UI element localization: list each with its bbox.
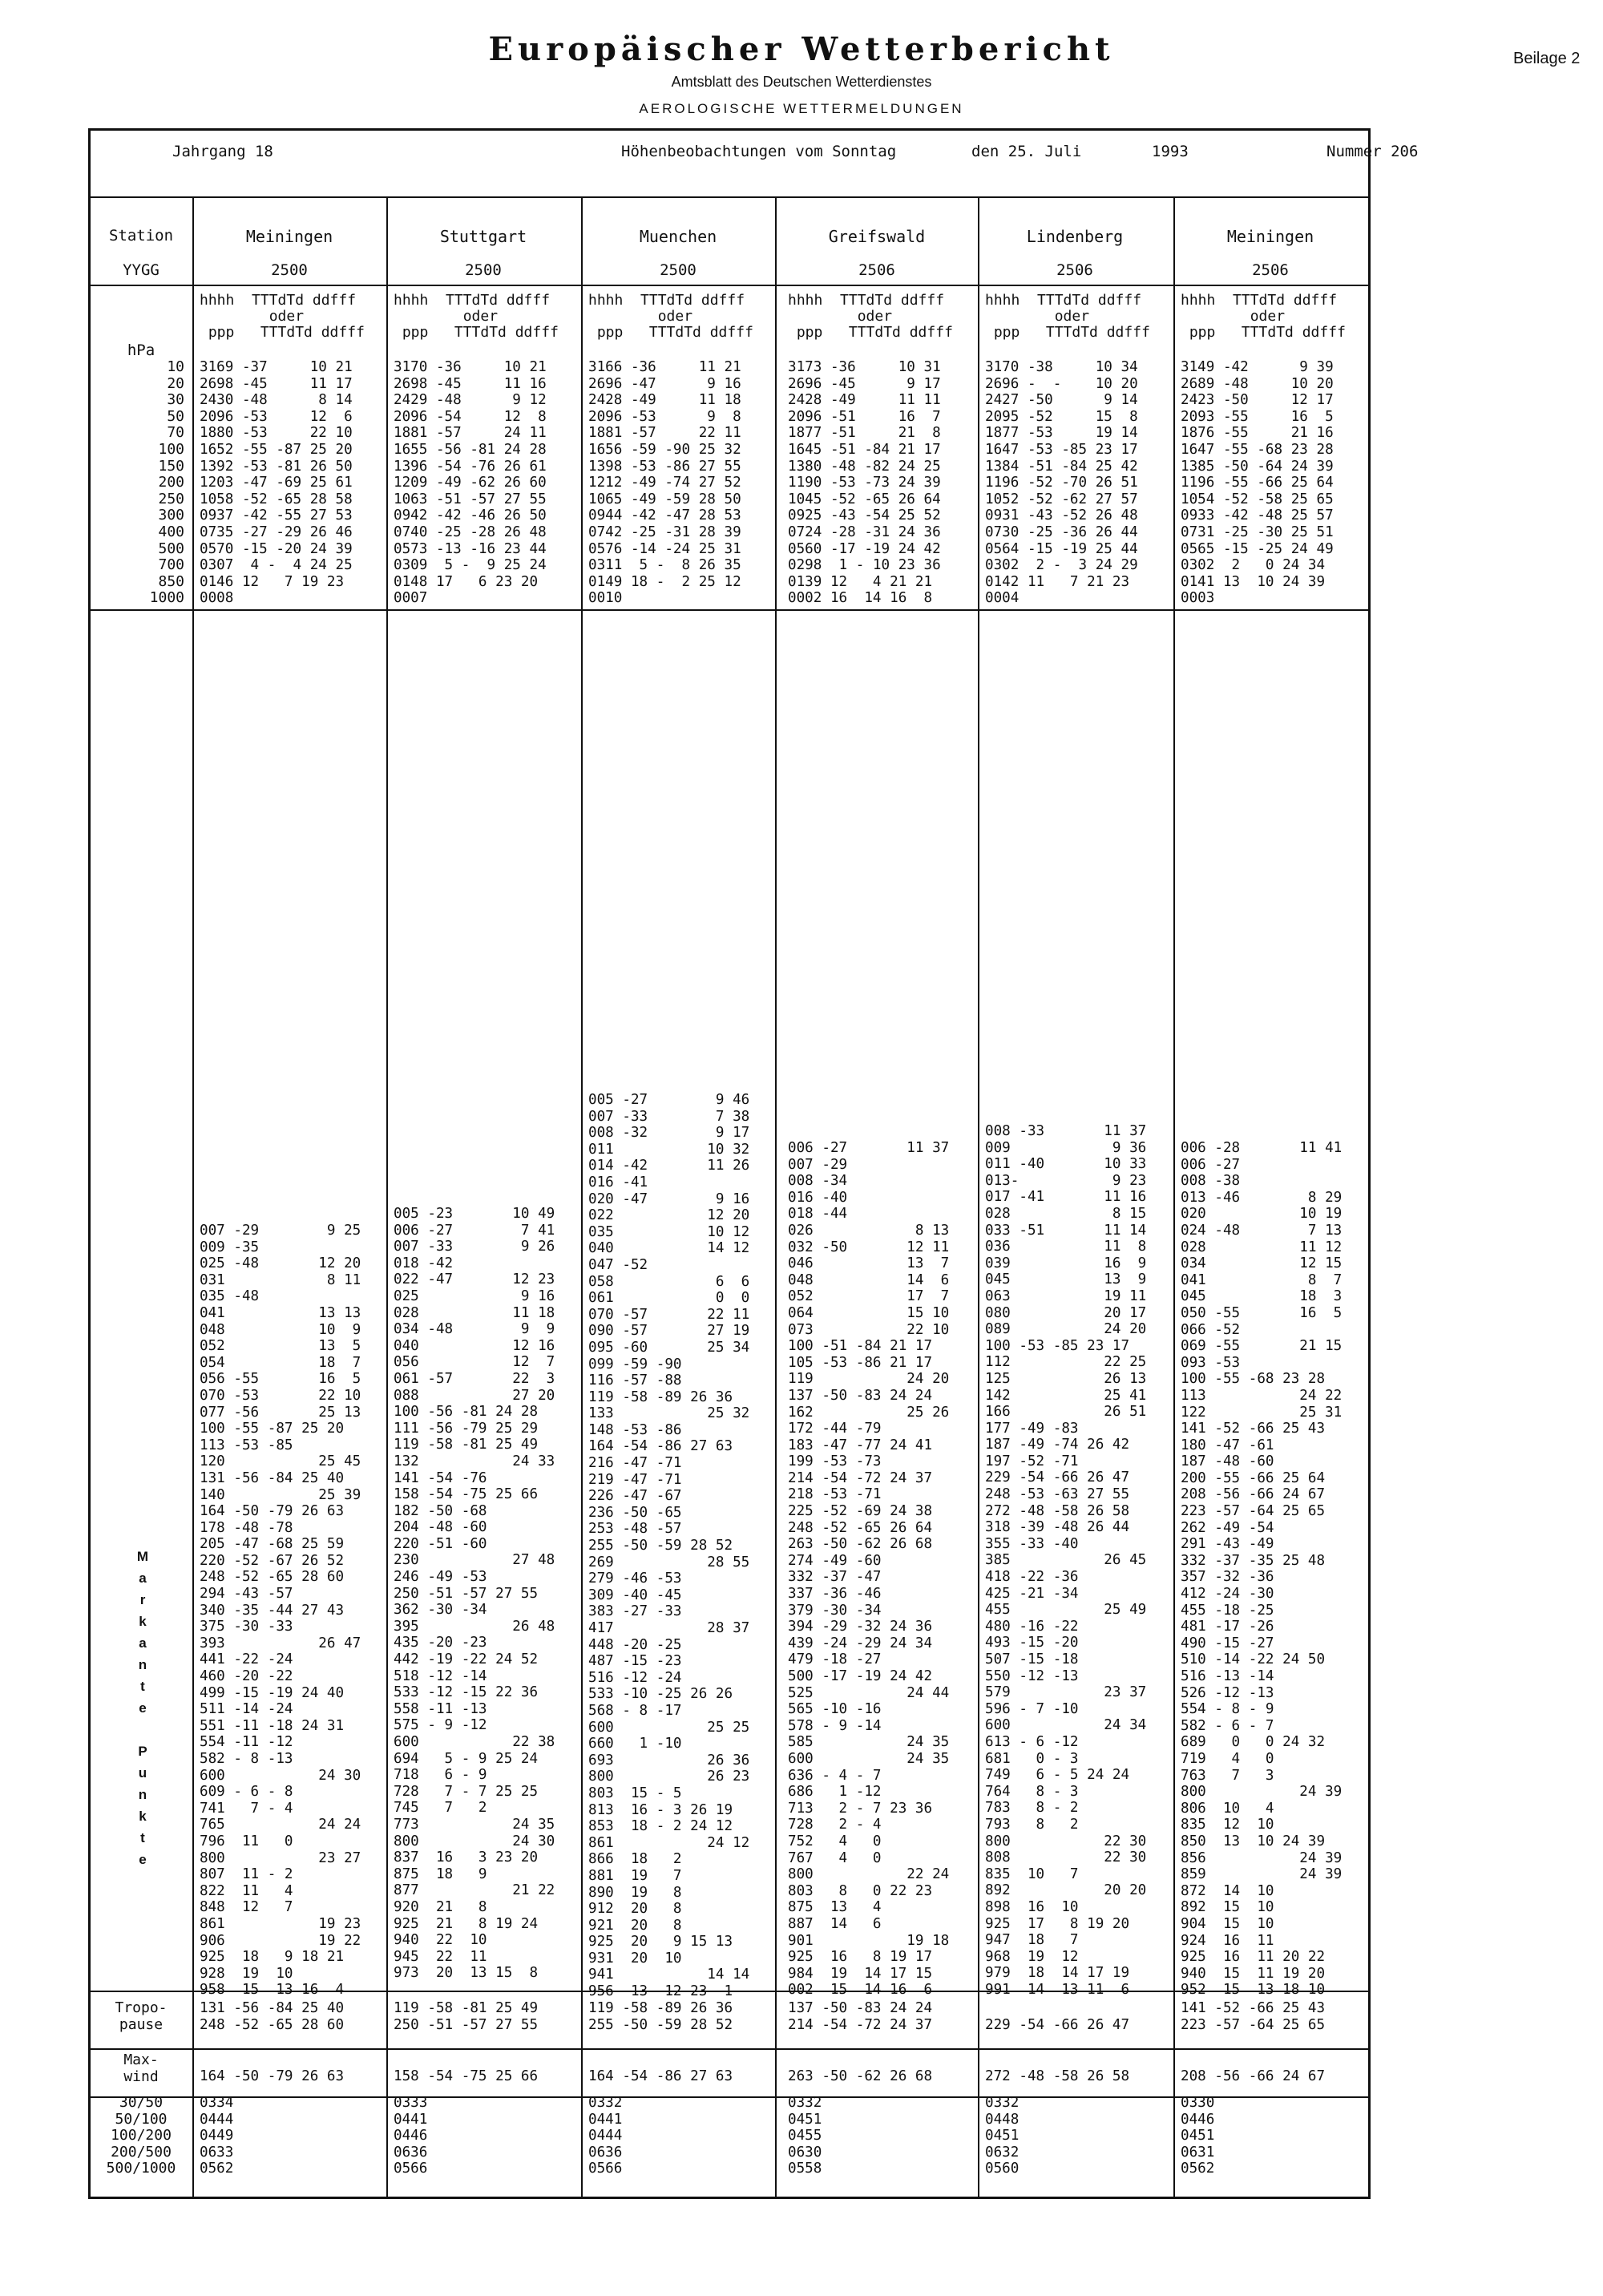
tropopause-label: Tropo- pause — [115, 1999, 168, 2033]
standard-levels-data: 3173 -36 10 31 2696 -45 9 17 2428 -49 11 11 2096 -51 16 7 1877 -51 21 8 1645 -51 -84 21 17 1380 -48 -82 24 25 1190 -53 -73 24 39 1045 -52 -65 26 64 0925 -43 -54 25 52 0724 -28 -31 24 36 0560 -17 -19 24 42 0298 1 - 10 23 36 0139 12 4 21 21 0002 16 14 16 8 — [788, 359, 941, 607]
column-header: hhhh TTTdTd ddfff oder ppp TTTdTd ddfff — [1181, 292, 1346, 341]
shear-data: 0330 0446 0451 0631 0562 — [1181, 2095, 1215, 2177]
col-divider — [1173, 196, 1175, 2199]
maxwind-data: 164 -54 -86 27 63 — [588, 2068, 733, 2084]
tropopause-data: 137 -50 -83 24 24 214 -54 -72 24 37 — [788, 2000, 933, 2033]
rule-station-header — [88, 285, 1371, 286]
col-divider — [386, 196, 388, 2199]
col-divider — [581, 196, 583, 2199]
station-name: Meiningen — [1226, 227, 1314, 246]
hpa-label: hPa — [127, 342, 155, 359]
standard-levels-data: 3166 -36 11 21 2696 -47 9 16 2428 -49 11 18 2096 -53 9 8 1881 -57 22 11 1656 -59 -90 25 32 1398 -53 -86 27 55 1212 -49 -74 27 52 1065 -49 -59 28 50 0944 -42 -47 28 53 0742 -25 -31 28 39 0576 -14 -24 25 31 0311 5 - 8 26 35 0149 18 - 2 25 12 0010 — [588, 359, 741, 607]
standard-levels-data: 3169 -37 10 21 2698 -45 11 17 2430 -48 8 14 2096 -53 12 6 1880 -53 22 10 1652 -55 -87 25 20 1392 -53 -81 26 50 1203 -47 -69 25 61 1058 -52 -65 28 58 0937 -42 -55 27 53 0735 -27 -29 26 46 0570 -15 -20 24 39 0307 4 - 4 24 25 0146 12 7 19 23 0008 — [200, 359, 353, 607]
col-divider — [775, 196, 777, 2199]
markante-punkte-data: 007 -29 9 25 009 -35 025 -48 12 20 031 8 11 035 -48 041 13 13 048 10 9 052 13 5 054 18 7 056 -55 16 5 070 -53 22 10 077 -56 25 13 100 -55 -87 25 20 113 -53 -85 120 25 45 131 -56 -84 25 40 140 25 39 164 -50 -79 26 63 178 -48 -78 205 -47 -68 25 59 220 -52 -67 26 52 248 -52 -65 28 60 294 -43 -57 340 -35 -44 27 43 375 -30 -33 393 26 47 441 -22 -24 460 -20 -22 499 -15 -19 24 40 511 -14 -24 551 -11 -18 24 31 554 -11 -12 582 - 8 -13 600 24 30 609 - 6 - 8 741 7 - 4 765 24 24 796 11 0 800 23 27 807 11 - 2 822 11 4 848 12 7 861 19 23 906 19 22 925 18 9 18 21 928 19 10 958 15 13 16 4 — [200, 1223, 361, 1999]
rule-standard-levels — [88, 609, 1371, 611]
maxwind-data: 158 -54 -75 25 66 — [394, 2068, 539, 2084]
issue-number: Nummer 206 — [1326, 143, 1419, 160]
station-yygg: 2506 — [1056, 261, 1093, 279]
col-divider — [978, 196, 979, 2199]
column-header: hhhh TTTdTd ddfff oder ppp TTTdTd ddfff — [588, 292, 753, 341]
station-name: Meiningen — [245, 227, 333, 246]
column-header: hhhh TTTdTd ddfff oder ppp TTTdTd ddfff — [985, 292, 1150, 341]
column-header: hhhh TTTdTd ddfff oder ppp TTTdTd ddfff — [394, 292, 559, 341]
maxwind-data: 164 -50 -79 26 63 — [200, 2068, 345, 2084]
tropopause-data: 119 -58 -89 26 36 255 -50 -59 28 52 — [588, 2000, 733, 2033]
shear-data: 0334 0444 0449 0633 0562 — [200, 2095, 234, 2177]
markante-punkte-data: 005 -23 10 49 006 -27 7 41 007 -33 9 26 018 -42 022 -47 12 23 025 9 16 028 11 18 034 -48 9 9 040 12 16 056 12 7 061 -57 22 3 088 27 20 100 -56 -81 24 28 111 -56 -79 25 29 119 -58 -81 25 49 132 24 33 141 -54 -76 158 -54 -75 25 66 182 -50 -68 204 -48 -60 220 -51 -60 230 27 48 246 -49 -53 250 -51 -57 27 55 362 -30 -34 395 26 48 435 -20 -23 442 -19 -22 24 52 518 -12 -14 533 -12 -15 22 36 558 -11 -13 575 - 9 -12 600 22 38 694 5 - 9 25 24 718 6 - 9 728 7 - 7 25 25 745 7 2 773 24 35 800 24 30 837 16 3 23 20 875 18 9 877 21 22 920 21 8 925 21 8 19 24 940 22 10 945 22 11 973 20 13 15 8 — [394, 1206, 555, 1982]
tropopause-data: 229 -54 -66 26 47 — [985, 2016, 1130, 2033]
col-divider — [192, 196, 194, 2199]
shear-data: 0332 0441 0444 0636 0566 — [588, 2095, 623, 2177]
rule-tropopause — [88, 2048, 1371, 2050]
station-name: Lindenberg — [1026, 227, 1124, 246]
tropopause-data: 141 -52 -66 25 43 223 -57 -64 25 65 — [1181, 2000, 1326, 2033]
standard-levels-data: 3149 -42 9 39 2689 -48 10 20 2423 -50 12 17 2093 -55 16 5 1876 -55 21 16 1647 -55 -68 23 28 1385 -50 -64 24 39 1196 -55 -66 25 64 1054 -52 -58 25 65 0933 -42 -48 25 57 0731 -25 -30 25 51 0565 -15 -25 24 49 0302 2 0 24 34 0141 13 10 24 39 0003 — [1181, 359, 1334, 607]
yygg-label: YYGG — [123, 261, 159, 279]
maxwind-data: 263 -50 -62 26 68 — [788, 2068, 933, 2084]
station-yygg: 2500 — [271, 261, 308, 279]
rule-maxwind — [88, 2096, 1371, 2098]
markante-punkte-data: 008 -33 11 37 009 9 36 011 -40 10 33 013- 9 23 017 -41 11 16 028 8 15 033 -51 11 14 036 11 8 039 16 9 045 13 9 063 19 11 080 20 17 089 24 20 100 -53 -85 23 17 112 22 25 125 26 13 142 25 41 166 26 51 177 -49 -83 187 -49 -74 26 42 197 -52 -71 229 -54 -66 26 47 248 -53 -63 27 55 272 -48 -58 26 58 318 -39 -48 26 44 355 -33 -40 385 26 45 418 -22 -36 425 -21 -34 455 25 49 480 -16 -22 493 -15 -20 507 -15 -18 550 -12 -13 579 23 37 596 - 7 -10 600 24 34 613 - 6 -12 681 0 - 3 749 6 - 5 24 24 764 8 - 3 783 8 - 2 793 8 2 800 22 30 808 22 30 835 10 7 892 20 20 898 16 10 925 17 8 19 20 947 18 7 968 19 12 979 18 14 17 19 991 14 13 11 6 — [985, 1123, 1147, 1998]
shear-data: 0332 0451 0455 0630 0558 — [788, 2095, 822, 2177]
report-subtitle: Amtsblatt des Deutschen Wetterdienstes — [671, 74, 932, 90]
volume-label: Jahrgang 18 — [172, 143, 273, 160]
station-yygg: 2500 — [660, 261, 697, 279]
standard-levels-data: 3170 -36 10 21 2698 -45 11 16 2429 -48 9 12 2096 -54 12 8 1881 -57 24 11 1655 -56 -81 24 28 1396 -54 -76 26 61 1209 -49 -62 26 60 1063 -51 -57 27 55 0942 -42 -46 26 50 0740 -25 -28 26 48 0573 -13 -16 23 44 0309 5 - 9 25 24 0148 17 6 23 20 0007 — [394, 359, 547, 607]
supplement-label: Beilage 2 — [1513, 50, 1581, 67]
rule-info — [88, 196, 1371, 198]
maxwind-data: 208 -56 -66 24 67 — [1181, 2068, 1326, 2084]
pressure-levels: 10 20 30 50 70 100 150 200 250 300 400 500 700 850 1000 — [149, 358, 184, 607]
station-label: Station — [108, 227, 174, 245]
column-header: hhhh TTTdTd ddfff oder ppp TTTdTd ddfff — [200, 292, 365, 341]
shear-levels: 30/50 50/100 100/200 200/500 500/1000 — [106, 2094, 176, 2177]
station-yygg: 2500 — [465, 261, 502, 279]
maxwind-data: 272 -48 -58 26 58 — [985, 2068, 1130, 2084]
shear-data: 0332 0448 0451 0632 0560 — [985, 2095, 1020, 2177]
year-label: 1993 — [1152, 143, 1189, 160]
station-yygg: 2506 — [858, 261, 895, 279]
tropopause-data: 131 -56 -84 25 40 248 -52 -65 28 60 — [200, 2000, 345, 2033]
report-section-title: AEROLOGISCHE WETTERMELDUNGEN — [639, 101, 964, 116]
markante-punkte-data: 006 -28 11 41 006 -27 008 -38 013 -46 8 29 020 10 19 024 -48 7 13 028 11 12 034 12 15 041 8 7 045 18 3 050 -55 16 5 066 -52 069 -55 21 15 093 -53 100 -55 -68 23 28 113 24 22 122 25 31 141 -52 -66 25 43 180 -47 -61 187 -48 -60 200 -55 -66 25 64 208 -56 -66 24 67 223 -57 -64 25 65 262 -49 -54 291 -43 -49 332 -37 -35 25 48 357 -32 -36 412 -24 -30 455 -18 -25 481 -17 -26 490 -15 -27 510 -14 -22 24 50 516 -13 -14 526 -12 -13 554 - 8 - 9 582 - 6 - 7 689 0 0 24 32 719 4 0 763 7 3 800 24 39 806 10 4 835 12 10 850 13 10 24 39 856 24 39 859 24 39 872 14 10 892 15 10 904 15 10 924 16 11 925 16 11 20 22 940 15 11 19 20 952 15 13 18 10 — [1181, 1140, 1343, 1999]
maxwind-label: Max- wind — [123, 2051, 159, 2085]
markante-punkte-label: M a r k a n t e P u n k t e — [136, 1549, 149, 1867]
station-name: Greifswald — [828, 227, 926, 246]
station-name: Muenchen — [639, 227, 717, 246]
report-title: Europäischer Wetterbericht — [488, 30, 1115, 68]
shear-data: 0333 0441 0446 0636 0566 — [394, 2095, 428, 2177]
column-header: hhhh TTTdTd ddfff oder ppp TTTdTd ddfff — [788, 292, 953, 341]
station-yygg: 2506 — [1252, 261, 1289, 279]
standard-levels-data: 3170 -38 10 34 2696 - - 10 20 2427 -50 9 14 2095 -52 15 8 1877 -53 19 14 1647 -53 -85 23 17 1384 -51 -84 25 42 1196 -52 -70 26 51 1052 -52 -62 27 57 0931 -43 -52 26 48 0730 -25 -36 26 44 0564 -15 -19 25 44 0302 2 - 3 24 29 0142 11 7 21 23 0004 — [985, 359, 1138, 607]
tropopause-data: 119 -58 -81 25 49 250 -51 -57 27 55 — [394, 2000, 539, 2033]
markante-punkte-data: 005 -27 9 46 007 -33 7 38 008 -32 9 17 011 10 32 014 -42 11 26 016 -41 020 -47 9 16 022 12 20 035 10 12 040 14 12 047 -52 058 6 6 061 0 0 070 -57 22 11 090 -57 27 19 095 -60 25 34 099 -59 -90 116 -57 -88 119 -58 -89 26 36 133 25 32 148 -53 -86 164 -54 -86 27 63 216 -47 -71 219 -47 -71 226 -47 -67 236 -50 -65 253 -48 -57 255 -50 -59 28 52 269 28 55 279 -46 -53 309 -40 -45 383 -27 -33 417 28 37 448 -20 -25 487 -15 -23 516 -12 -24 533 -10 -25 26 26 568 - 8 -17 600 25 25 660 1 -10 693 26 36 800 26 23 803 15 - 5 813 16 - 3 26 19 853 18 - 2 24 12 861 24 12 866 18 2 881 19 7 890 19 8 912 20 8 921 20 8 925 20 9 15 13 931 20 10 941 14 14 956 13 12 23 1 — [588, 1092, 750, 2000]
date-label: den 25. Juli — [971, 143, 1082, 160]
markante-punkte-data: 006 -27 11 37 007 -29 008 -34 016 -40 018 -44 026 8 13 032 -50 12 11 046 13 7 048 14 6 052 17 7 064 15 10 073 22 10 100 -51 -84 21 17 105 -53 -86 21 17 119 24 20 137 -50 -83 24 24 162 25 26 172 -44 -79 183 -47 -77 24 41 199 -53 -73 214 -54 -72 24 37 218 -53 -71 225 -52 -69 24 38 248 -52 -65 26 64 263 -50 -62 26 68 274 -49 -60 332 -37 -47 337 -36 -46 379 -30 -34 394 -29 -32 24 36 439 -24 -29 24 34 479 -18 -27 500 -17 -19 24 42 525 24 44 565 -10 -16 578 - 9 -14 585 24 35 600 24 35 636 - 4 - 7 686 1 -12 713 2 - 7 23 36 728 2 - 4 752 4 0 767 4 0 800 22 24 803 8 0 22 23 875 13 4 887 14 6 901 19 18 925 16 8 19 17 984 19 14 17 15 002 15 14 16 6 — [788, 1140, 950, 1999]
station-name: Stuttgart — [439, 227, 527, 246]
observation-label: Höhenbeobachtungen vom Sonntag — [621, 143, 897, 160]
